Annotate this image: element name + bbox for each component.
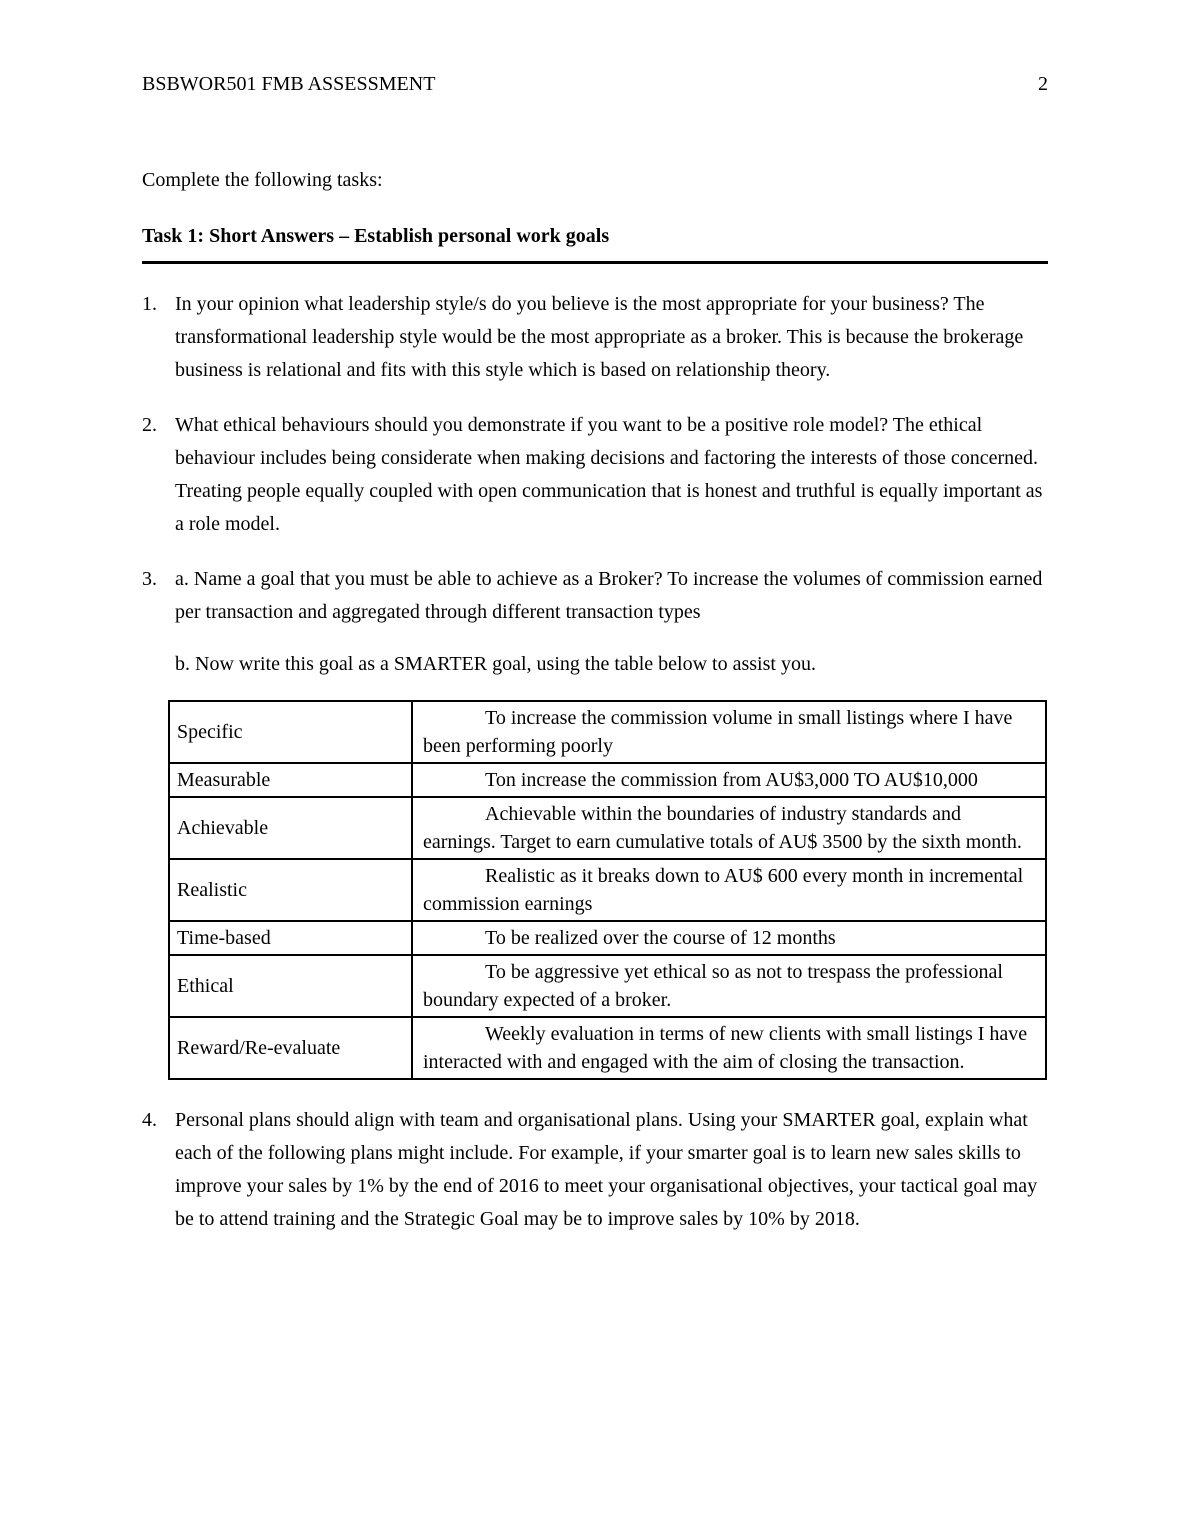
row-label-cell: Specific [169,701,412,763]
question-text: In your opinion what leadership style/s do you believe is the most appropriate for your business? The transformational leadership style would be the most appropriate as a broker. This is because the brokerage business is relational and fits with this style which is based on relationship theory. [175,293,1024,381]
intro-text: Complete the following tasks: [142,169,383,191]
heading-rule [142,261,1048,264]
page-number: 2 [1038,73,1048,95]
question-body [175,563,1048,681]
question-item-1 [142,288,1048,387]
task-heading: Task 1: Short Answers – Establish personal work goals [142,225,610,247]
row-label-cell: Ethical [169,955,412,1017]
question-number: 4. [142,1109,157,1131]
row-value-cell: Ton increase the commission from AU$3,000 TO AU$10,000 [412,763,1046,797]
row-label-cell: Realistic [169,859,412,921]
question-item-4 [142,1104,1048,1236]
row-value-cell: Achievable within the boundaries of industry standards and earnings. Target to earn cumulative totals of AU$ 3500 by the sixth month. [412,797,1046,859]
question-text: What ethical behaviours should you demonstrate if you want to be a positive role model? The ethical behaviour includes being considerate when making decisions and factoring the interests of those concerned. Treating people equally coupled with open communication that is honest and truthful is equally important as a role model. [175,414,1043,535]
question-item-3 [142,563,1048,681]
question-number: 3. [142,568,157,590]
row-label-cell: Reward/Re-evaluate [169,1017,412,1079]
table-row-time-based [169,921,1046,955]
table-row-ethical [169,955,1046,1017]
table-row-realistic [169,859,1046,921]
question-part-a: a. Name a goal that you must be able to achieve as a Broker? To increase the volumes of commission earned per transaction and aggregated through different transaction types [175,568,1043,623]
row-value-cell: To be realized over the course of 12 months [412,921,1046,955]
question-number: 1. [142,293,157,315]
row-value-cell: Realistic as it breaks down to AU$ 600 every month in incremental commission earnings [412,859,1046,921]
row-label-cell: Achievable [169,797,412,859]
smarter-table [168,700,1047,1080]
table-row-measurable [169,763,1046,797]
question-number: 2. [142,414,157,436]
table-row-reward-re-evaluate [169,1017,1046,1079]
table-row-achievable [169,797,1046,859]
row-value-cell: To be aggressive yet ethical so as not to trespass the professional boundary expected of a broker. [412,955,1046,1017]
question-text: Personal plans should align with team and organisational plans. Using your SMARTER goal, explain what each of the following plans might include. For example, if your smarter goal is to learn new sales skills to improve your sales by 1% by the end of 2016 to meet your organisational objectives, your tactical goal may be to attend training and the Strategic Goal may be to improve sales by 10% by 2018. [175,1109,1038,1230]
row-label-cell: Time-based [169,921,412,955]
question-part-b: b. Now write this goal as a SMARTER goal, using the table below to assist you. [175,653,816,675]
row-label-cell: Measurable [169,763,412,797]
question-item-2 [142,409,1048,541]
document-title: BSBWOR501 FMB ASSESSMENT [142,73,436,95]
row-value-cell: To increase the commission volume in small listings where I have been performing poorly [412,701,1046,763]
page-header [142,72,1048,96]
table-row-specific [169,701,1046,763]
row-value-cell: Weekly evaluation in terms of new clients with small listings I have interacted with and engaged with the aim of closing the transaction. [412,1017,1046,1079]
